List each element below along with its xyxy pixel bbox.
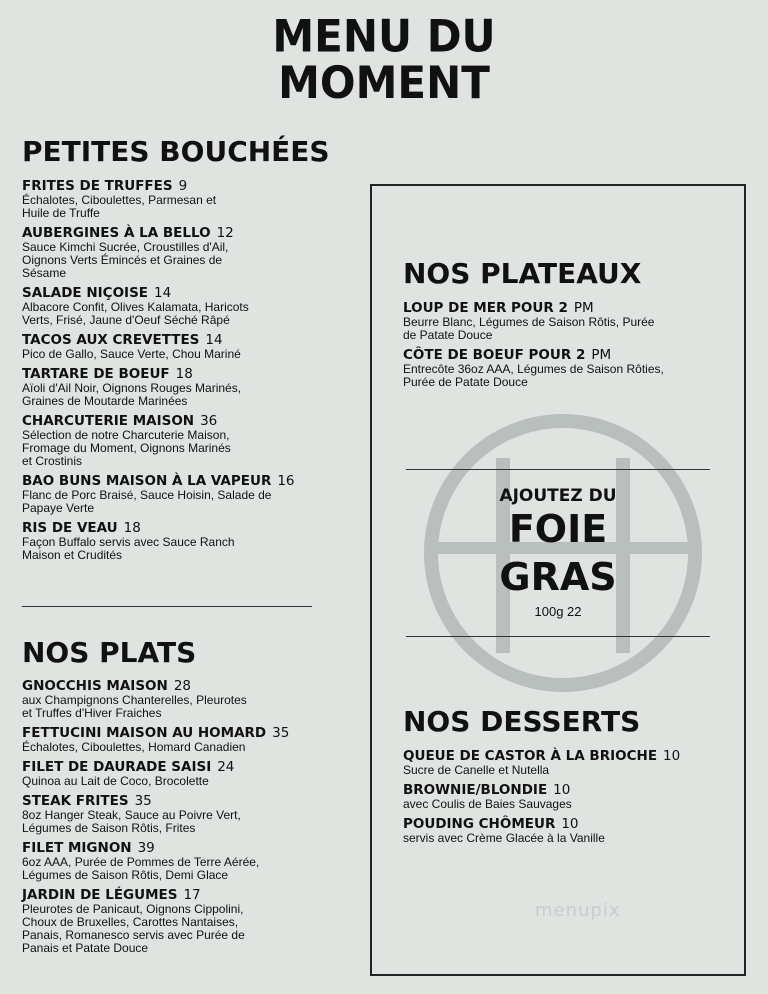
menu-item-heading [403, 782, 723, 798]
menu-item-price: 14 [205, 332, 223, 348]
menu-item-description: Choux de Bruxelles, Carottes Nantaises, [22, 915, 239, 929]
menu-item-description: Légumes de Saison Rôtis, Demi Glace [22, 868, 229, 882]
menu-item-description: Sauce Kimchi Sucrée, Croustilles d'Ail, [22, 240, 229, 254]
menu-item-name: CHARCUTERIE MAISON [22, 413, 195, 429]
menu-item-name: JARDIN DE LÉGUMES [22, 887, 178, 903]
menu-item-name: FETTUCINI MAISON AU HOMARD [22, 725, 267, 741]
menu-item-description: Sésame [22, 266, 67, 280]
menu-item-price: 18 [175, 366, 193, 382]
menu-item-heading [22, 678, 352, 694]
menu-item-price: 10 [663, 748, 681, 764]
menu-item [403, 300, 723, 342]
menu-item-price: 9 [178, 178, 188, 194]
restaurant-logo-icon [418, 408, 708, 698]
menu-item-name: BROWNIE/BLONDIE [403, 782, 548, 798]
menu-item-name: STEAK FRITES [22, 793, 129, 809]
menu-item [22, 178, 352, 220]
divider-foie-bottom [406, 636, 710, 637]
menu-item-price: 28 [173, 678, 192, 694]
menu-item-description: servis avec Crème Glacée à la Vanille [403, 831, 605, 845]
menu-item-heading [22, 225, 352, 241]
menu-item-description: 6oz AAA, Purée de Pommes de Terre Aérée, [22, 855, 260, 869]
menu-item-name: TARTARE DE BOEUF [22, 366, 170, 382]
menu-item-heading [22, 725, 352, 741]
menu-item-description: Oignons Verts Émincés et Graines de [22, 253, 223, 267]
menu-item-name: RIS DE VEAU [22, 520, 118, 536]
menu-item-heading [22, 520, 352, 536]
menu-item-description: Panais et Patate Douce [22, 941, 149, 955]
menu-item [22, 759, 352, 788]
menu-item-description: de Patate Douce [403, 328, 493, 342]
menu-item-heading [22, 178, 352, 194]
menu-item-description: Légumes de Saison Rôtis, Frites [22, 821, 196, 835]
menu-item [22, 473, 352, 515]
menu-item-description: Pico de Gallo, Sauce Verte, Chou Mariné [22, 347, 241, 361]
menu-item-price: PM [591, 347, 612, 363]
menu-item-heading [22, 366, 352, 382]
menu-item-name: QUEUE DE CASTOR À LA BRIOCHE [403, 748, 658, 764]
menu-item-heading [22, 473, 352, 489]
menu-item-heading [22, 887, 352, 903]
menu-item-description: Entrecôte 36oz AAA, Légumes de Saison Rôties, [403, 362, 664, 376]
menu-item-price: 39 [137, 840, 155, 856]
menu-item-heading [403, 300, 723, 316]
menu-item-description: Flanc de Porc Braisé, Sauce Hoisin, Salade de [22, 488, 272, 502]
menu-item-description: Graines de Moutarde Marinées [22, 394, 188, 408]
menu-item [403, 782, 723, 811]
menu-item [22, 225, 352, 280]
menu-item-description: et Truffes d'Hiver Fraiches [22, 706, 162, 720]
menu-item-heading [22, 413, 352, 429]
menu-item-heading [22, 793, 352, 809]
menu-item [403, 748, 723, 777]
menu-item-name: POUDING CHÔMEUR [403, 816, 556, 832]
menu-item-name: SALADE NIÇOISE [22, 285, 149, 301]
menu-item-description: Sucre de Canelle et Nutella [403, 763, 550, 777]
menu-item-name: TACOS AUX CREVETTES [22, 332, 200, 348]
menu-item-description: Panais, Romanesco servis avec Purée de [22, 928, 245, 942]
menu-item-name: FRITES DE TRUFFES [22, 178, 173, 194]
plateaux-list [403, 300, 723, 394]
section-title-desserts: NOS DESSERTS [403, 705, 641, 738]
foie-line-2: FOIE [508, 507, 608, 551]
menu-item-description: Quinoa au Lait de Coco, Brocolette [22, 774, 209, 788]
menu-item-name: LOUP DE MER POUR 2 [403, 300, 568, 316]
menu-item-price: 10 [561, 816, 579, 832]
watermark: menupix [535, 900, 621, 921]
menu-item-price: 35 [272, 725, 290, 741]
menu-item-description: Sélection de notre Charcuterie Maison, [22, 428, 230, 442]
menu-item-name: AUBERGINES À LA BELLO [22, 225, 211, 241]
menu-item-description: Beurre Blanc, Légumes de Saison Rôtis, Purée [403, 315, 655, 329]
menu-item [22, 332, 352, 361]
menu-item [403, 347, 723, 389]
menu-item [22, 840, 352, 882]
menu-item-description: Huile de Truffe [22, 206, 100, 220]
divider-left [22, 606, 312, 607]
plats-list [22, 678, 352, 960]
menu-item-name: GNOCCHIS MAISON [22, 678, 168, 694]
menu-item-heading [22, 840, 352, 856]
title-line-2: MOMENT [278, 56, 490, 109]
divider-foie-top [406, 469, 710, 470]
menu-item-description: Échalotes, Ciboulettes, Homard Canadien [22, 740, 246, 754]
menu-item-price: PM [573, 300, 594, 316]
menu-item [22, 793, 352, 835]
title-line-1: MENU DU [272, 10, 496, 63]
section-title-plateaux: NOS PLATEAUX [403, 257, 642, 290]
menu-item-description: Albacore Confit, Olives Kalamata, Haricots [22, 300, 249, 314]
menu-item-name: FILET DE DAURADE SAISI [22, 759, 212, 775]
menu-item-heading [22, 759, 352, 775]
menu-item [22, 366, 352, 408]
menu-item-name: BAO BUNS MAISON À LA VAPEUR [22, 473, 272, 489]
menu-item-heading [22, 285, 352, 301]
menu-item-price: 16 [277, 473, 295, 489]
menu-item-description: 8oz Hanger Steak, Sauce au Poivre Vert, [22, 808, 241, 822]
menu-item-heading [403, 347, 723, 363]
section-title-plats: NOS PLATS [22, 636, 197, 669]
menu-title [0, 10, 768, 109]
menu-item-heading [403, 748, 723, 764]
section-title-petites: PETITES BOUCHÉES [22, 135, 330, 168]
menu-item-price: 14 [154, 285, 172, 301]
menu-item-description: et Crostinis [22, 454, 83, 468]
menu-item-description: Pleurotes de Panicaut, Oignons Cippolini, [22, 902, 244, 916]
menu-item [22, 285, 352, 327]
menu-item-name: CÔTE DE BOEUF POUR 2 [403, 347, 586, 363]
menu-item-price: 12 [216, 225, 234, 241]
desserts-list [403, 748, 723, 850]
menu-item-price: 17 [183, 887, 201, 903]
menu-item [22, 520, 352, 562]
petites-list [22, 178, 352, 567]
menu-item-description: Fromage du Moment, Oignons Marinés [22, 441, 231, 455]
menu-item-price: 35 [134, 793, 152, 809]
menu-item-description: avec Coulis de Baies Sauvages [403, 797, 572, 811]
menu-item [22, 887, 352, 955]
menu-item-price: 10 [553, 782, 571, 798]
menu-item-description: Façon Buffalo servis avec Sauce Ranch [22, 535, 235, 549]
menu-item-description: Échalotes, Ciboulettes, Parmesan et [22, 193, 217, 207]
menu-item-description: aux Champignons Chanterelles, Pleurotes [22, 693, 247, 707]
foie-price: 100g 22 [534, 604, 582, 619]
menu-item [403, 816, 723, 845]
menu-item-heading [403, 816, 723, 832]
menu-item-name: FILET MIGNON [22, 840, 132, 856]
menu-item-heading [22, 332, 352, 348]
menu-item-description: Aïoli d'Ail Noir, Oignons Rouges Marinés, [22, 381, 242, 395]
menu-item-price: 18 [123, 520, 141, 536]
menu-item [22, 413, 352, 468]
foie-line-3: GRAS [499, 555, 617, 599]
menu-item-description: Papaye Verte [22, 501, 95, 515]
menu-item-description: Maison et Crudités [22, 548, 123, 562]
menu-item-description: Purée de Patate Douce [403, 375, 528, 389]
foie-line-1: AJOUTEZ DU [499, 486, 617, 506]
menu-item-description: Verts, Frisé, Jaune d'Oeuf Séché Râpé [22, 313, 230, 327]
menu-item [22, 725, 352, 754]
menu-item [22, 678, 352, 720]
menu-item-price: 36 [200, 413, 218, 429]
menu-item-price: 24 [217, 759, 235, 775]
